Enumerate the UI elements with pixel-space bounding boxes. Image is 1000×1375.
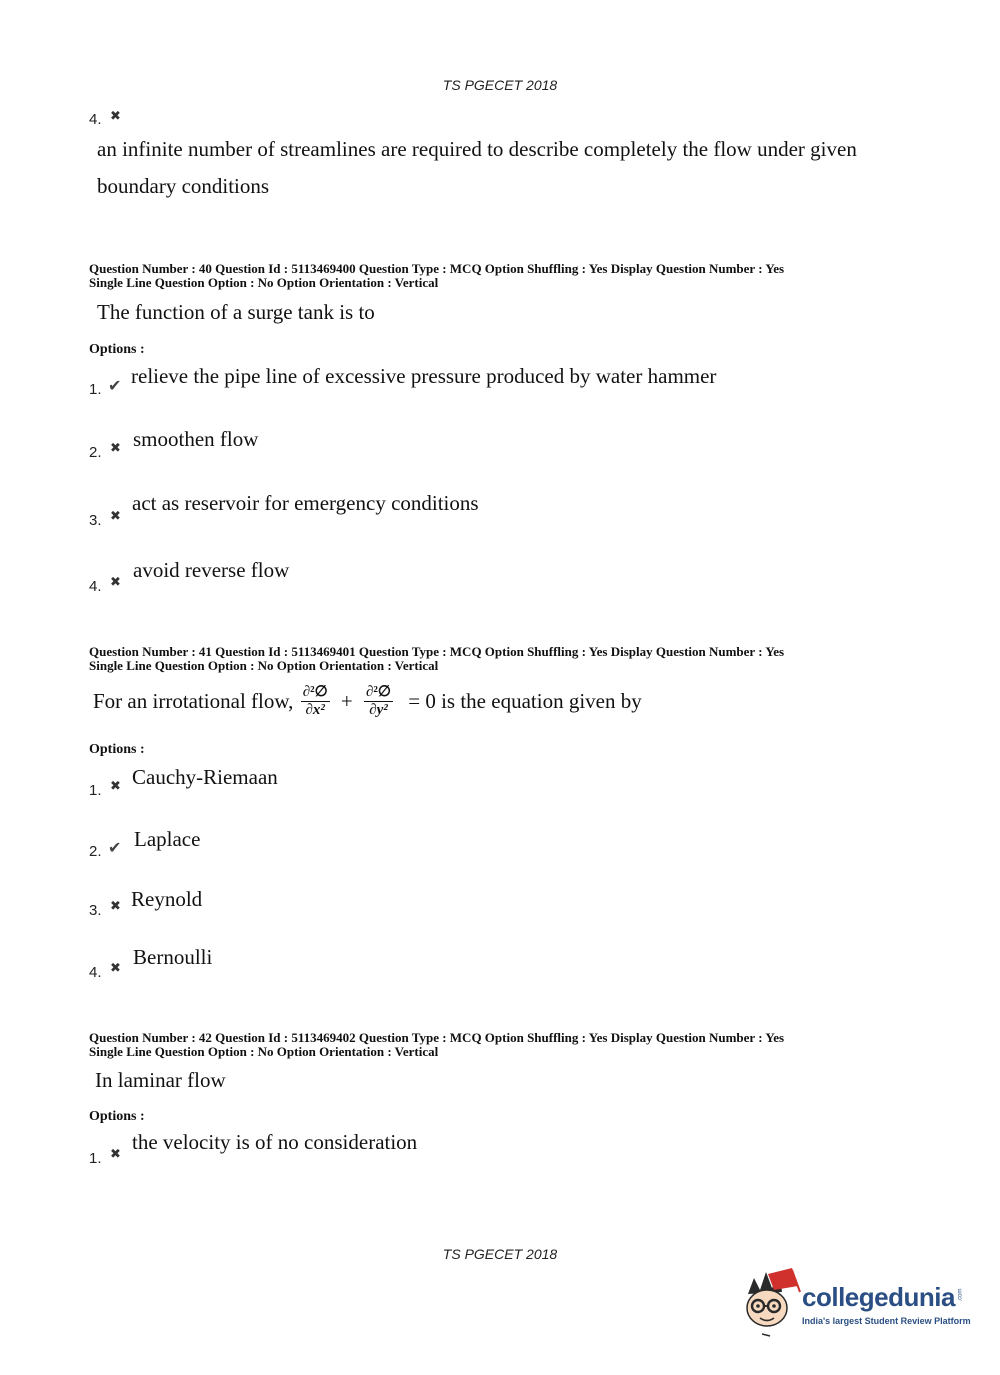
- cross-icon: ✖: [110, 441, 121, 456]
- option-number: 4.: [89, 111, 102, 128]
- page-footer-title: TS PGECET 2018: [442, 1246, 558, 1262]
- option-number: 2.: [89, 843, 102, 860]
- option-number: 3.: [89, 902, 102, 919]
- question-text: The function of a surge tank is to: [97, 300, 375, 324]
- collegedunia-logo: [740, 1268, 970, 1340]
- option-number: 3.: [89, 512, 102, 529]
- question-meta: Single Line Question Option : No Option Orientation : Vertical: [89, 658, 439, 673]
- question-meta: Question Number : 40 Question Id : 5113469400 Question Type : MCQ Option Shuffling : Yes Display Question Number : Yes: [89, 261, 785, 276]
- question-meta: Question Number : 42 Question Id : 5113469402 Question Type : MCQ Option Shuffling : Yes Display Question Number : Yes: [89, 1030, 785, 1045]
- option-text: avoid reverse flow: [133, 558, 290, 582]
- option-number: 1.: [89, 782, 102, 799]
- option-number: 1.: [89, 1150, 102, 1167]
- option-text: act as reservoir for emergency conditions: [132, 491, 479, 515]
- question-text-prefix: For an irrotational flow,: [93, 689, 294, 713]
- question-text-suffix: = 0 is the equation given by: [408, 689, 642, 713]
- partial-fraction-x: [301, 684, 330, 719]
- question-meta: Single Line Question Option : No Option Orientation : Vertical: [89, 275, 439, 290]
- cross-icon: ✖: [110, 899, 121, 914]
- option-text: smoothen flow: [133, 427, 259, 451]
- fraction-denominator: ∂x²: [305, 702, 325, 718]
- options-label: Options :: [89, 342, 145, 357]
- option-text: relieve the pipe line of excessive pressure produced by water hammer: [131, 364, 717, 388]
- mascot-icon: [740, 1268, 804, 1340]
- check-icon: ✔: [108, 376, 122, 395]
- fraction-numerator: ∂²∅: [366, 684, 391, 700]
- page-header-title: TS PGECET 2018: [442, 77, 558, 93]
- logo-wordmark: collegedunia: [802, 1282, 955, 1312]
- logo-tagline: India's largest Student Review Platform: [802, 1316, 971, 1326]
- option-text: an infinite number of streamlines are required to describe completely the flow under given: [97, 137, 857, 161]
- option-number: 4.: [89, 964, 102, 981]
- option-text: Reynold: [131, 887, 203, 911]
- plus-sign: +: [340, 689, 353, 713]
- logo-suffix: .com: [957, 1288, 964, 1302]
- question-meta: Question Number : 41 Question Id : 5113469401 Question Type : MCQ Option Shuffling : Yes Display Question Number : Yes: [89, 644, 785, 659]
- option-text: the velocity is of no consideration: [132, 1130, 418, 1154]
- cross-icon: ✖: [110, 509, 121, 524]
- option-number: 4.: [89, 578, 102, 595]
- fraction-denominator: ∂y²: [369, 702, 388, 718]
- cross-icon: ✖: [110, 109, 121, 124]
- option-number: 2.: [89, 444, 102, 461]
- cross-icon: ✖: [110, 575, 121, 590]
- option-text: Bernoulli: [133, 945, 213, 969]
- option-text: Laplace: [134, 827, 201, 851]
- options-label: Options :: [89, 742, 145, 757]
- option-text: boundary conditions: [97, 174, 270, 198]
- cross-icon: ✖: [110, 779, 121, 794]
- options-label: Options :: [89, 1109, 145, 1124]
- check-icon: ✔: [108, 838, 122, 857]
- fraction-numerator: ∂²∅: [302, 684, 328, 700]
- option-text: Cauchy-Riemaan: [132, 765, 278, 789]
- cross-icon: ✖: [110, 961, 121, 976]
- question-text: In laminar flow: [95, 1068, 226, 1092]
- cross-icon: ✖: [110, 1147, 121, 1162]
- partial-fraction-y: [364, 684, 393, 719]
- question-meta: Single Line Question Option : No Option Orientation : Vertical: [89, 1044, 439, 1059]
- option-number: 1.: [89, 381, 102, 398]
- question-text: [93, 684, 642, 719]
